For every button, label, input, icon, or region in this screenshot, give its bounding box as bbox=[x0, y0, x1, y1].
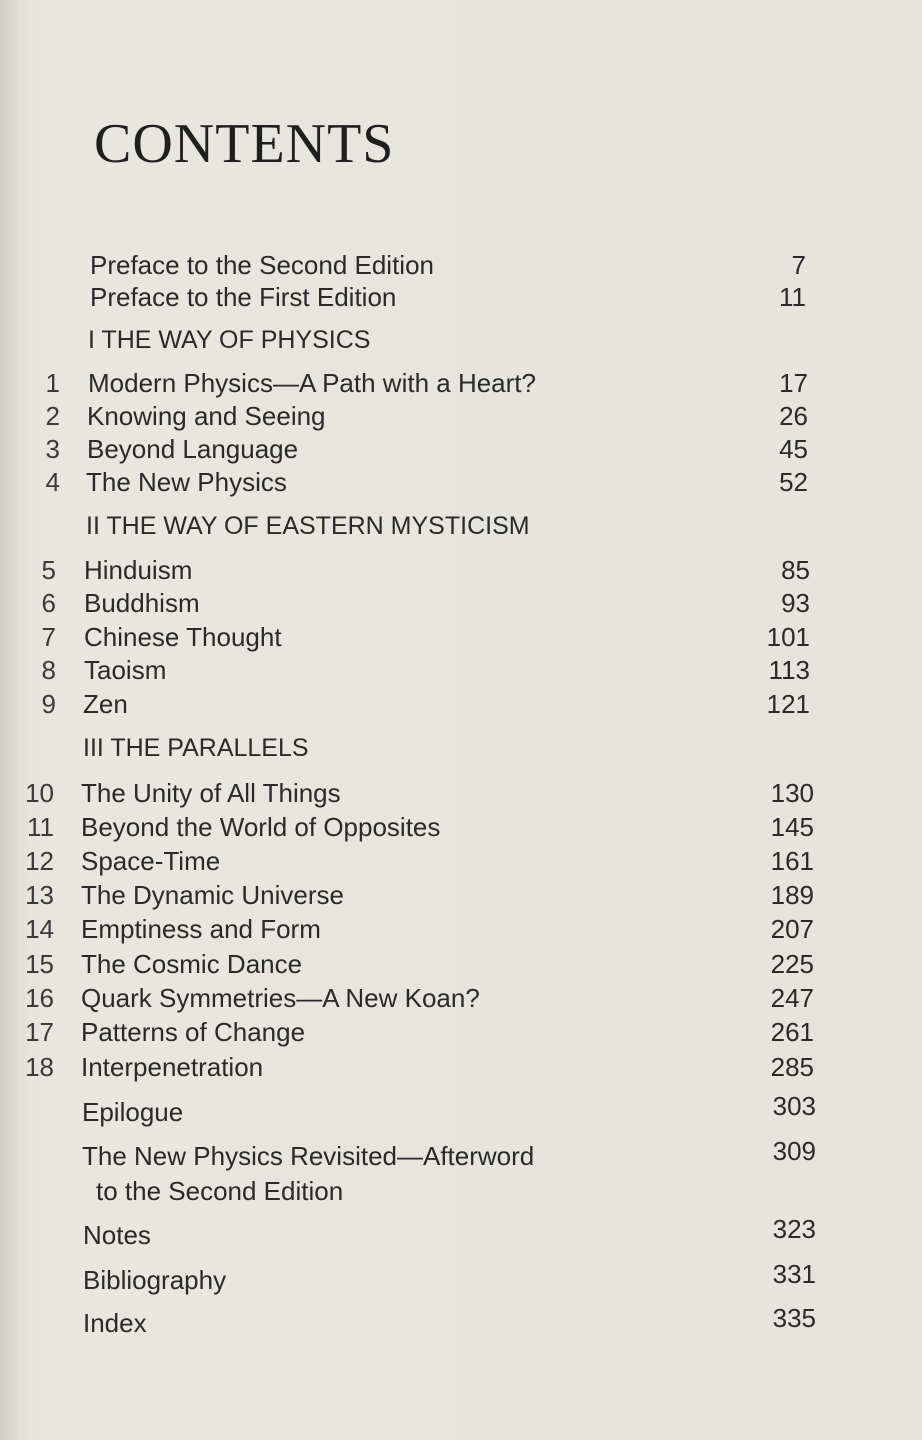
chapter-page: 189 bbox=[770, 880, 814, 910]
entry-page: 331 bbox=[772, 1259, 816, 1289]
chapter-title: Beyond Language bbox=[87, 434, 299, 464]
entry-title: Index bbox=[83, 1308, 147, 1338]
chapter-number: 11 bbox=[27, 812, 54, 842]
entry-title: Preface to the Second Edition bbox=[90, 250, 435, 280]
chapter-page: 207 bbox=[770, 914, 814, 944]
chapter-title: Beyond the World of Opposites bbox=[81, 812, 441, 842]
page-title: CONTENTS bbox=[94, 113, 395, 175]
chapter-page: 93 bbox=[781, 588, 810, 618]
chapter-page: 285 bbox=[770, 1052, 814, 1082]
chapter-page: 45 bbox=[779, 434, 808, 464]
chapter-number: 6 bbox=[41, 588, 56, 618]
chapter-page: 26 bbox=[779, 401, 808, 431]
chapter-title: Zen bbox=[83, 689, 128, 719]
chapter-title: Patterns of Change bbox=[81, 1017, 306, 1047]
entry-page: 323 bbox=[772, 1214, 816, 1244]
entry-title: Epilogue bbox=[82, 1097, 184, 1127]
toc-entry-preface-second bbox=[0, 250, 922, 284]
entry-title: Notes bbox=[83, 1220, 151, 1250]
chapter-title: Knowing and Seeing bbox=[87, 401, 326, 431]
chapter-title: The Unity of All Things bbox=[81, 778, 341, 808]
chapter-page: 17 bbox=[779, 368, 808, 398]
toc-chapter-17 bbox=[0, 1017, 922, 1051]
toc-chapter-2 bbox=[0, 401, 922, 435]
part-heading-3: III THE PARALLELS bbox=[83, 734, 309, 762]
toc-entry-epilogue bbox=[0, 1091, 922, 1131]
toc-chapter-16 bbox=[0, 983, 922, 1017]
toc-chapter-12 bbox=[0, 846, 922, 880]
chapter-number: 4 bbox=[45, 467, 60, 497]
chapter-title: The Cosmic Dance bbox=[81, 949, 303, 979]
chapter-title: Taoism bbox=[84, 655, 167, 685]
chapter-title: Chinese Thought bbox=[84, 622, 282, 652]
chapter-page: 85 bbox=[781, 555, 810, 585]
toc-chapter-9 bbox=[0, 689, 922, 723]
chapter-title: Space-Time bbox=[81, 846, 221, 876]
toc-chapter-5 bbox=[0, 555, 922, 589]
chapter-page: 52 bbox=[779, 467, 808, 497]
entry-page: 335 bbox=[772, 1303, 816, 1333]
chapter-page: 261 bbox=[770, 1017, 814, 1047]
chapter-page: 130 bbox=[770, 778, 814, 808]
toc-chapter-8 bbox=[0, 655, 922, 689]
chapter-page: 101 bbox=[766, 622, 810, 652]
chapter-title: Interpenetration bbox=[81, 1052, 264, 1082]
chapter-page: 113 bbox=[768, 655, 810, 685]
chapter-number: 18 bbox=[25, 1052, 54, 1082]
toc-chapter-4 bbox=[0, 467, 922, 501]
chapter-number: 8 bbox=[41, 655, 56, 685]
chapter-page: 225 bbox=[770, 949, 814, 979]
chapter-title: Hinduism bbox=[84, 555, 193, 585]
chapter-number: 17 bbox=[25, 1017, 54, 1047]
toc-chapter-18 bbox=[0, 1052, 922, 1086]
chapter-page: 121 bbox=[766, 689, 810, 719]
chapter-number: 7 bbox=[41, 622, 56, 652]
part-heading-1: I THE WAY OF PHYSICS bbox=[88, 326, 371, 354]
toc-entry-index bbox=[0, 1303, 922, 1342]
chapter-number: 2 bbox=[45, 401, 60, 431]
entry-title: Preface to the First Edition bbox=[90, 282, 397, 312]
chapter-number: 5 bbox=[41, 555, 56, 585]
entry-title: The New Physics Revisited—Afterword bbox=[82, 1141, 535, 1171]
chapter-title: The Dynamic Universe bbox=[81, 880, 344, 910]
part-heading-2: II THE WAY OF EASTERN MYSTICISM bbox=[86, 512, 530, 540]
toc-chapter-13 bbox=[0, 880, 922, 914]
chapter-title: Quark Symmetries—A New Koan? bbox=[81, 983, 480, 1013]
chapter-number: 12 bbox=[25, 846, 54, 876]
entry-page: 11 bbox=[779, 282, 806, 312]
toc-entry-notes bbox=[0, 1214, 922, 1254]
chapter-number: 16 bbox=[25, 983, 54, 1013]
entry-page: 7 bbox=[791, 250, 806, 280]
chapter-page: 145 bbox=[770, 812, 814, 842]
toc-chapter-10 bbox=[0, 778, 922, 812]
toc-chapter-6 bbox=[0, 588, 922, 622]
chapter-title: Modern Physics—A Path with a Heart? bbox=[88, 368, 536, 398]
toc-chapter-7 bbox=[0, 622, 922, 656]
chapter-page: 161 bbox=[770, 846, 814, 876]
chapter-number: 15 bbox=[25, 949, 54, 979]
chapter-number: 14 bbox=[25, 914, 54, 944]
chapter-number: 13 bbox=[25, 880, 54, 910]
toc-chapter-15 bbox=[0, 949, 922, 983]
toc-chapter-1 bbox=[0, 368, 922, 402]
entry-title-continuation: to the Second Edition bbox=[96, 1176, 344, 1206]
toc-entry-bibliography bbox=[0, 1259, 922, 1299]
chapter-number: 1 bbox=[45, 368, 60, 398]
chapter-number: 3 bbox=[45, 434, 60, 464]
toc-chapter-11 bbox=[0, 812, 922, 846]
chapter-title: Emptiness and Form bbox=[81, 914, 321, 944]
toc-chapter-3 bbox=[0, 434, 922, 468]
entry-page: 303 bbox=[772, 1091, 816, 1121]
entry-page: 309 bbox=[772, 1136, 816, 1166]
toc-entry-afterword bbox=[0, 1136, 922, 1175]
toc-chapter-14 bbox=[0, 914, 922, 948]
chapter-title: Buddhism bbox=[84, 588, 200, 618]
chapter-number: 9 bbox=[41, 689, 56, 719]
chapter-number: 10 bbox=[25, 778, 54, 808]
chapter-title: The New Physics bbox=[86, 467, 287, 497]
toc-entry-preface-first bbox=[0, 282, 922, 316]
chapter-page: 247 bbox=[770, 983, 814, 1013]
entry-title: Bibliography bbox=[83, 1265, 227, 1295]
